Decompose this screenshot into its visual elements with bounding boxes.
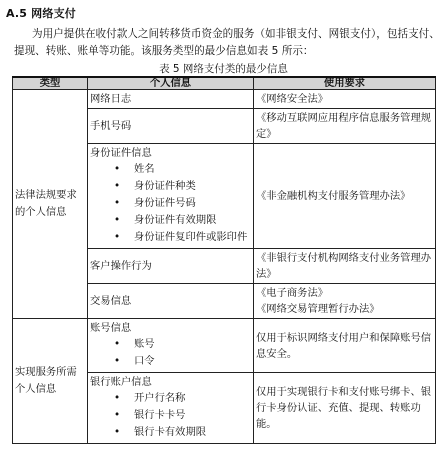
header-info: 个人信息 xyxy=(88,77,254,90)
requirement-cell xyxy=(254,90,436,109)
requirement-text: 《非银行支付机构网络支付业务管理办法》 xyxy=(256,252,432,280)
info-label: 客户操作行为 xyxy=(90,260,152,272)
requirement-text: 《电子商务法》 xyxy=(256,287,329,299)
info-label: 手机号码 xyxy=(90,120,132,132)
category-label: 实现服务所需个人信息 xyxy=(15,366,77,395)
requirement-text: 仅用于实现银行卡和支付账号绑卡、银行卡身份认证、充值、提现、转账功能。 xyxy=(256,386,432,430)
bullet-icon: • xyxy=(114,231,121,243)
list-item: • 身份证件号码 xyxy=(90,195,251,212)
info-label: 网络日志 xyxy=(90,93,132,105)
requirement-cell xyxy=(254,284,436,319)
section-title: A.5 网络支付 xyxy=(6,7,76,20)
list-item: • 开户行名称 xyxy=(90,390,251,407)
info-label: 交易信息 xyxy=(90,295,132,307)
list-item: • 银行卡有效期限 xyxy=(90,424,251,441)
requirement-text: 《移动互联网应用程序信息服务管理规定》 xyxy=(256,112,432,140)
requirement-cell xyxy=(254,319,436,373)
list-item: • 身份证件种类 xyxy=(90,178,251,195)
info-cell xyxy=(88,109,254,144)
info-label: 银行账户信息 xyxy=(90,376,152,388)
list-item: • 口令 xyxy=(90,353,251,370)
bullet-icon: • xyxy=(114,180,121,192)
info-label: 身份证件信息 xyxy=(90,147,152,159)
info-cell xyxy=(88,144,254,249)
list-item: • 姓名 xyxy=(90,161,251,178)
category-label: 法律法规要求的个人信息 xyxy=(15,189,77,218)
list-item: • 身份证件复印件或影印件 xyxy=(90,229,251,246)
bullet-icon: • xyxy=(114,197,121,209)
header-requirement: 使用要求 xyxy=(254,77,436,90)
requirement-text: 《网络交易管理暂行办法》 xyxy=(256,303,380,315)
info-item-list xyxy=(90,336,251,370)
info-item-list xyxy=(90,390,251,441)
list-item: • 身份证件有效期限 xyxy=(90,212,251,229)
requirement-text: 仅用于标识网络支付用户和保障账号信息安全。 xyxy=(256,331,432,360)
list-item: • 账号 xyxy=(90,336,251,353)
category-cell xyxy=(13,319,88,444)
table-caption: 表 5 网络支付类的最少信息 xyxy=(159,63,288,75)
info-label: 账号信息 xyxy=(90,322,132,334)
bullet-icon: • xyxy=(114,355,121,367)
bullet-icon: • xyxy=(114,163,121,175)
info-cell xyxy=(88,249,254,284)
bullet-icon: • xyxy=(114,426,121,438)
requirement-text: 《网络安全法》 xyxy=(256,93,329,105)
category-cell xyxy=(13,90,88,319)
requirements-table xyxy=(12,76,436,444)
table-row xyxy=(13,319,436,373)
info-cell xyxy=(88,284,254,319)
requirement-cell xyxy=(254,144,436,249)
info-cell xyxy=(88,373,254,444)
bullet-icon: • xyxy=(114,409,121,421)
table-row xyxy=(13,90,436,109)
info-item-list xyxy=(90,161,251,246)
requirement-cell xyxy=(254,249,436,284)
bullet-icon: • xyxy=(114,214,121,226)
table-header-row xyxy=(13,77,436,90)
requirement-text: 《非金融机构支付服务管理办法》 xyxy=(256,190,411,202)
requirement-cell xyxy=(254,109,436,144)
intro-paragraph: 为用户提供在收付款人之间转移货币资金的服务（如非银支付、网银支付），包括支付、提现、转账、账单等功能。该服务类型的最少信息如表 5 所示： xyxy=(14,28,440,57)
bullet-icon: • xyxy=(114,392,121,404)
info-cell xyxy=(88,319,254,373)
header-category: 类型 xyxy=(13,77,88,90)
bullet-icon: • xyxy=(114,338,121,350)
info-cell xyxy=(88,90,254,109)
requirement-cell xyxy=(254,373,436,444)
list-item: • 银行卡卡号 xyxy=(90,407,251,424)
